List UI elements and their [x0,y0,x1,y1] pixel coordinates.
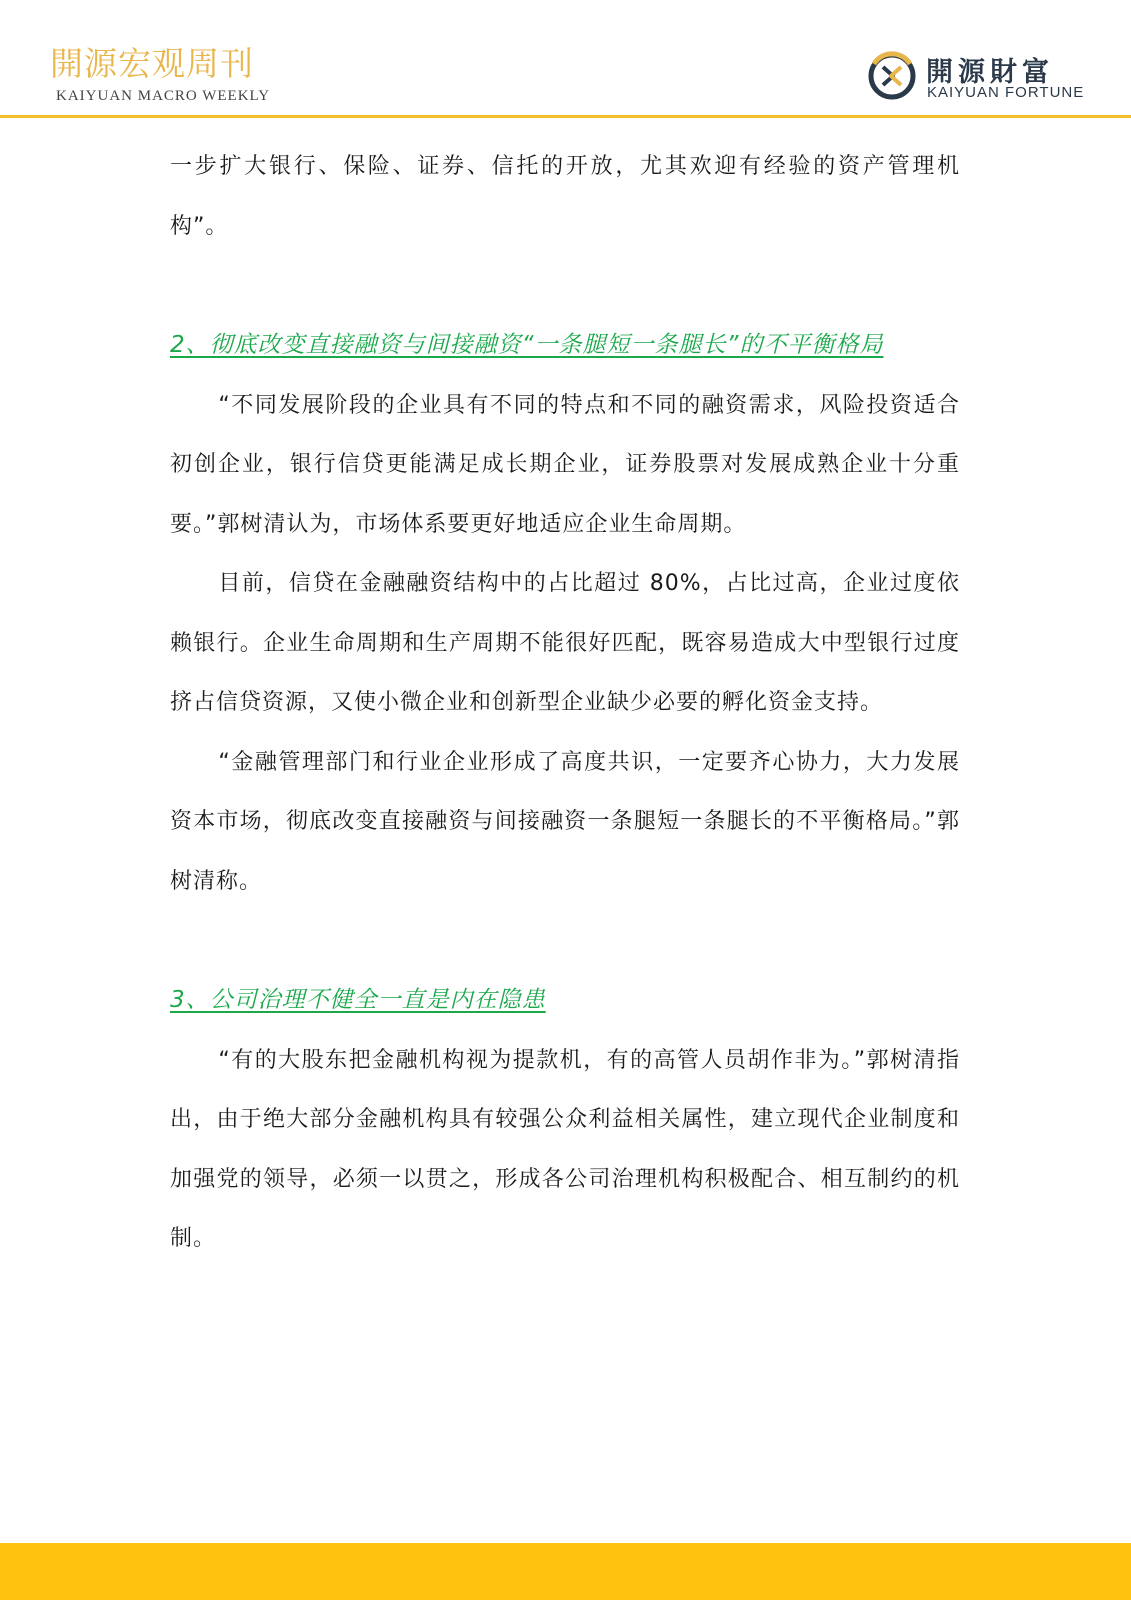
section-spacer [170,911,960,971]
kaiyuan-fortune-logo [866,44,1106,106]
logo-english-name: KAIYUAN FORTUNE [927,84,1085,101]
section-3-heading: 3、公司治理不健全一直是内在隐患 [170,987,546,1013]
section-spacer [170,256,960,316]
section-3-paragraph: “有的大股东把金融机构视为提款机，有的高管人员胡作非为。”郭树清指出，由于绝大部分金融机构具有较强公众利益相关属性，建立现代企业制度和加强党的领导，必须一以贯之，形成各公司治理机构积极配合、相互制约的机制。 [170,1047,960,1251]
logo-chinese-name: 開源財富 [926,57,1054,88]
article-body [170,137,960,1269]
section-2-heading: 2、彻底改变直接融资与间接融资“一条腿短一条腿长”的不平衡格局 [170,332,884,358]
publication-subtitle: KAIYUAN MACRO WEEKLY [56,88,271,104]
section-2-paragraph: 目前，信贷在金融融资结构中的占比超过 80%，占比过高，企业过度依赖银行。企业生命周期和生产周期不能很好匹配，既容易造成大中型银行过度挤占信贷资源，又使小微企业和创新型企业缺少必要的孵化资金支持。 [170,571,960,715]
page-header [0,0,1131,118]
intro-paragraph: 一步扩大银行、保险、证券、信托的开放，尤其欢迎有经验的资产管理机构”。 [170,154,960,239]
publication-title: 開源宏观周刊 [50,44,254,83]
footer-band [0,1543,1131,1600]
section-2-paragraph: “不同发展阶段的企业具有不同的特点和不同的融资需求，风险投资适合初创企业，银行信贷更能满足成长期企业，证券股票对发展成熟企业十分重要。”郭树清认为，市场体系要更好地适应企业生命周期。 [170,392,960,537]
logo-emblem-icon [866,50,918,102]
section-2-paragraph: “金融管理部门和行业企业形成了高度共识，一定要齐心协力，大力发展资本市场，彻底改变直接融资与间接融资一条腿短一条腿长的不平衡格局。”郭树清称。 [170,749,960,894]
header-divider [0,115,1131,118]
